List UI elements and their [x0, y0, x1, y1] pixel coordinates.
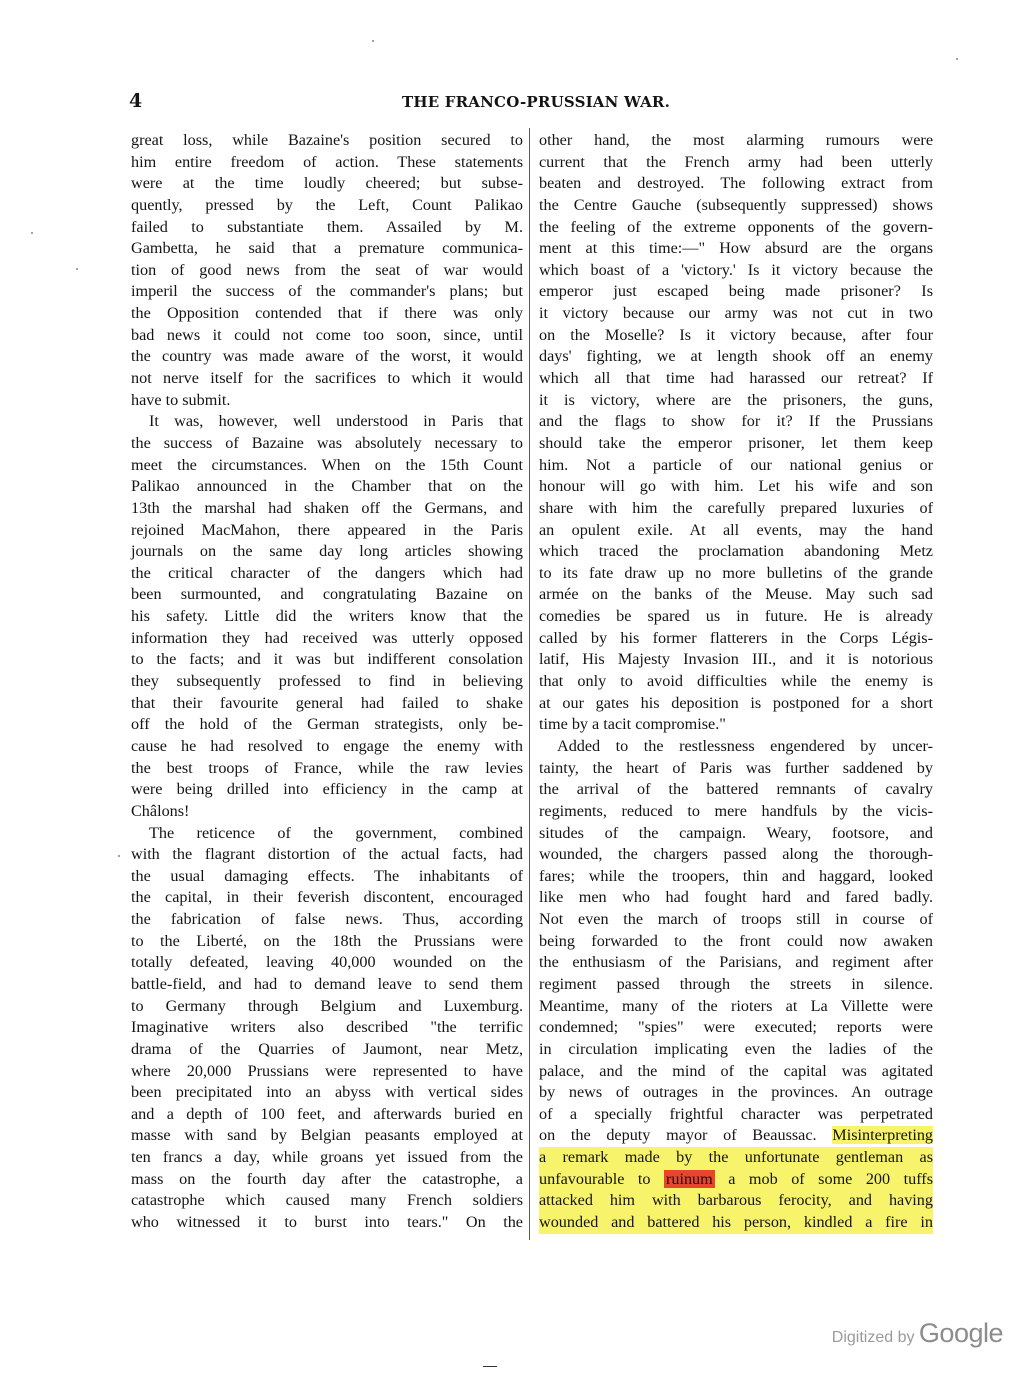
left_column-line: failed to substantiate them. Assailed by M. [131, 217, 523, 236]
right_column-line: Added to the restlessness engendered by uncer- [557, 736, 933, 755]
left_column-line: and a depth of 100 feet, and afterwards buried en [131, 1104, 523, 1123]
left_column-line: ten francs a day, while groans yet issued from the [131, 1148, 523, 1167]
highlighted-text-after: a mob of some 200 tuffs [728, 1169, 933, 1188]
right-line-last-plain: on the deputy mayor of Beaussac. [539, 1126, 817, 1145]
left_column-line: been surmounted, and congratulating Bazaine on [131, 585, 523, 604]
scan-speck [31, 232, 33, 234]
left_column-line: cause he had resolved to engage the enemy with [131, 736, 523, 755]
page-number: 4 [129, 90, 143, 112]
right_column-line: in circulation implicating even the ladies of the [539, 1039, 933, 1058]
left_column-line: who witnessed it to burst into tears." On the [131, 1213, 523, 1232]
left_column-line: It was, however, well understood in Paris that [149, 412, 523, 431]
right_column-line: condemned; "spies" were executed; reports were [539, 1018, 933, 1037]
highlighted-line-2: a remark made by the unfortunate gentleman as [539, 1147, 933, 1169]
right_column-line: fares; while the troopers, thin and haggard, looked [539, 866, 933, 885]
right_column-line: share with him the carefully prepared luxuries of [539, 498, 933, 517]
right_column-line: to its fate draw up no more bulletins of the grande [539, 563, 933, 582]
highlighted-phrase: Misinterpreting [832, 1126, 934, 1145]
left_column-line: Imaginative writers also described "the terrific [131, 1018, 523, 1037]
right_column-line: an opulent exile. At all events, may the hand [539, 520, 933, 539]
left_column-line: the country was made aware of the worst, it would [131, 347, 523, 366]
google-logo: Google [918, 1318, 1003, 1348]
right_column-line: the enthusiasm of the Parisians, and regiment after [539, 953, 933, 972]
right_column-line: the Centre Gauche (subsequently suppressed) shows [539, 195, 933, 214]
digitized-prefix: Digitized by [831, 1329, 915, 1346]
right_column-line: and the flags to show for it? If the Prussians [539, 412, 933, 431]
left_column-line: great loss, while Bazaine's position secured to [131, 131, 523, 149]
right_column-line: regiment passed through the streets in silence. [539, 974, 933, 993]
right_column-line: which boast of a 'victory.' Is it victory because the [539, 260, 933, 279]
right_column-line: the arrival of the battered remnants of cavalry [539, 780, 933, 799]
left_column-line: the best troops of France, while the raw levies [131, 758, 523, 777]
left_column-line: to Germany through Belgium and Luxemburg. [131, 996, 523, 1015]
right_column-line: ment at this time:—" How absurd are the organs [539, 239, 933, 258]
right_column-line: which all that time had harassed our retreat? If [539, 369, 933, 388]
right_column-line: armée on the banks of the Meuse. May such sad [539, 585, 933, 604]
left_column-line: to the Liberté, on the 18th the Prussians were [131, 931, 523, 950]
highlighted-text-before: unfavourable to [539, 1169, 651, 1188]
left_column-line: totally defeated, leaving 40,000 wounded on the [131, 953, 523, 972]
right_column-line: on the Moselle? Is it victory because, after four [539, 325, 933, 344]
left_column-line: Palikao announced in the Chamber that on the [131, 477, 523, 496]
running-head-title: THE FRANCO-PRUSSIAN WAR. [402, 93, 670, 111]
left_column-line: off the hold of the German strategists, only be- [131, 715, 523, 734]
column-divider [529, 128, 530, 1240]
right_column-line: current that the French army had been utterly [539, 152, 933, 171]
highlighted-line-4: attacked him with barbarous ferocity, and having [539, 1190, 933, 1212]
left_column-line: been precipitated into an abyss with vertical sides [131, 1083, 523, 1102]
right_column-line: palace, and the mind of the capital was agitated [539, 1061, 933, 1080]
right_column-line: regiments, reduced to mere handfuls by the vicis- [539, 801, 933, 820]
right_column-line: beaten and destroyed. The following extract from [539, 174, 933, 193]
left_column-line: the success of Bazaine was absolutely necessary to [131, 433, 523, 452]
left_column-line: battle-field, and had to demand leave to send them [131, 974, 523, 993]
left_column-line: the critical character of the dangers which had [131, 563, 523, 582]
left_column-line: the usual damaging effects. The inhabitants of [131, 866, 523, 885]
right_column-line: the feeling of the extreme opponents of the govern- [539, 217, 933, 236]
right_column-line: should take the emperor prisoner, let them keep [539, 433, 933, 452]
left_column-line: his safety. Little did the writers know that the [131, 607, 523, 626]
highlighted-line-3 [539, 1169, 933, 1191]
right_column-line: it is victory, where are the prisoners, the guns, [539, 390, 933, 409]
left_column-line: to the facts; and it was but indifferent consolation [131, 650, 523, 669]
right_column-line: him. Not a particle of our national genius or [539, 455, 933, 474]
right-text-column [539, 130, 933, 1234]
left_column-line: journals on the same day long articles showing [131, 542, 523, 561]
highlighted-line-1 [539, 1125, 933, 1147]
left_column-line: with the flagrant distortion of the actual facts, had [131, 845, 523, 864]
right_column-line: that only to avoid difficulties while the enemy is [539, 672, 933, 691]
left_column-line: tion of good news from the seat of war would [131, 260, 523, 279]
left_column-line: the capital, in their feverish discontent, encouraged [131, 888, 523, 907]
left_column-line: 13th the marshal had shaken off the Germans, and [131, 498, 523, 517]
page-footer-dash [483, 1366, 497, 1367]
scan-speck [372, 40, 374, 42]
right_column-line: comedies be spared us in future. He is already [539, 607, 933, 626]
left_column-line: Châlons! [131, 801, 190, 820]
digitized-by-watermark [832, 1318, 1003, 1349]
right_column-line: time by a tacit compromise." [539, 715, 726, 734]
left_column-line: they subsequently professed to find in believing [131, 672, 523, 691]
right_column-line: honour will go with him. Let his wife and son [539, 477, 933, 496]
left_column-line: drama of the Quarries of Jaumont, near Metz, [131, 1039, 523, 1058]
right_column-line: at our gates his deposition is postponed for a short [539, 693, 933, 712]
left_column-line: were being drilled into efficiency in the camp at [131, 780, 523, 799]
left_column-line: information they had received was utterly opposed [131, 628, 523, 647]
right_column-line: called by his former flatterers in the Corps Légis- [539, 628, 933, 647]
right_column-line: it victory because our army was not cut in two [539, 304, 933, 323]
left_column-line: mass on the fourth day after the catastrophe, a [131, 1169, 523, 1188]
right_column-line: by news of outrages in the provinces. An outrage [539, 1083, 933, 1102]
right_column-line: of a specially frightful character was perpetrated [539, 1104, 933, 1123]
left_column-line: catastrophe which caused many French soldiers [131, 1191, 523, 1210]
left_column-line: quently, pressed by the Left, Count Palikao [131, 195, 523, 214]
left_column-line: were at the time loudly cheered; but subse- [131, 174, 523, 193]
right_column-line: days' fighting, we at length shook off an enemy [539, 347, 933, 366]
right_column-line: other hand, the most alarming rumours were [539, 131, 933, 149]
left_column-line: masse with sand by Belgian peasants employed at [131, 1126, 523, 1145]
scan-speck [956, 58, 958, 60]
left_column-line: The reticence of the government, combined [149, 823, 523, 842]
left_column-line: rejoined MacMahon, there appeared in the Paris [131, 520, 523, 539]
highlighted-line-5: wounded and battered his person, kindled a fire in [539, 1212, 933, 1234]
left_column-line: the Opposition contended that if there was only [131, 304, 523, 323]
scan-speck [118, 855, 120, 857]
right_column-line: Meantime, many of the rioters at La Villette were [539, 996, 933, 1015]
left_column-line: imperil the success of the commander's plans; but [131, 282, 523, 301]
left_column-line: meet the circumstances. When on the 15th Count [131, 455, 523, 474]
left_column-line: him entire freedom of action. These statements [131, 152, 523, 171]
flagged-word: ruinum [665, 1169, 713, 1188]
right_column-line: wounded, the chargers passed along the thorough- [539, 845, 933, 864]
right_column-line: tainty, the heart of Paris was further saddened by [539, 758, 933, 777]
left-text-column [131, 130, 523, 1234]
right_column-line: being forwarded to the front could now awaken [539, 931, 933, 950]
left_column-line: the fabrication of false news. Thus, according [131, 910, 523, 929]
right_column-line: like men who had fought hard and fared badly. [539, 888, 933, 907]
left_column-line: have to submit. [131, 390, 231, 409]
scan-speck [76, 268, 78, 270]
left_column-line: bad news it could not come too soon, since, until [131, 325, 523, 344]
left_column-line: where 20,000 Prussians were represented to have [131, 1061, 523, 1080]
left_column-line: Gambetta, he said that a premature communica- [131, 239, 523, 258]
left_column-line: not nerve itself for the sacrifices to which it would [131, 369, 523, 388]
right_column-line: emperor just escaped being made prisoner? Is [539, 282, 933, 301]
right_column-line: Not even the march of troops still in course of [539, 910, 933, 929]
right_column-line: which traced the proclamation abandoning Metz [539, 542, 933, 561]
right_column-line: situdes of the campaign. Weary, footsore, and [539, 823, 933, 842]
left_column-line: that their favourite general had failed to shake [131, 693, 523, 712]
right_column-line: latif, His Majesty Invasion III., and it is notorious [539, 650, 933, 669]
